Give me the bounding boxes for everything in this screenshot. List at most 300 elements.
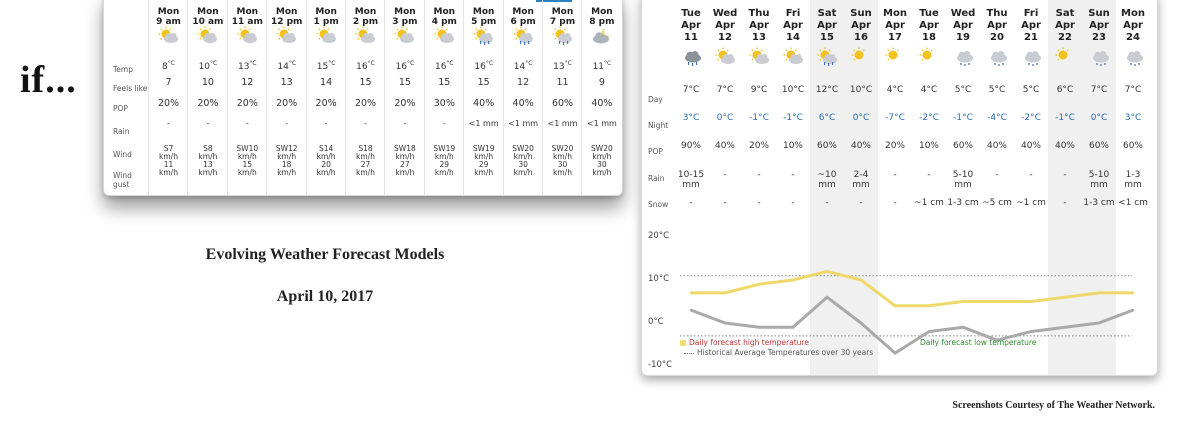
hour-pop: 40% <box>512 98 534 109</box>
day-snow: - <box>689 198 693 208</box>
hour-wind-dir: S8 <box>203 144 213 153</box>
day-month: Apr <box>783 20 803 31</box>
y-tick-label: 0°C <box>648 317 664 327</box>
day-high: 9°C <box>750 85 768 95</box>
hour-gust: 18 <box>281 160 292 169</box>
high-temperature-series <box>691 271 1133 305</box>
day-snow: - <box>757 198 761 208</box>
sun-rain-icon <box>472 26 496 46</box>
hour-wind-dir: S7 <box>163 144 174 153</box>
hour-time-label: 9 am <box>156 17 181 27</box>
day-of-week: Thu <box>748 8 770 19</box>
night-low: -2°C <box>919 113 939 123</box>
hour-day-label: Mon <box>236 7 259 17</box>
legend-hist-label: Historical Average Temperatures over 30 years <box>697 348 874 357</box>
hour-temp-value: 15 <box>316 62 329 72</box>
day-high: 10°C <box>781 85 805 95</box>
hour-gust-unit: km/h <box>592 168 612 177</box>
day-pop: 40% <box>714 141 735 151</box>
hourly-column <box>345 0 385 195</box>
high-temperature-point <box>1132 292 1134 294</box>
hourly-column <box>542 0 582 195</box>
hour-pop: 20% <box>315 98 337 109</box>
day-snow: ~1 cm <box>1016 198 1046 208</box>
hour-rain: <1 mm <box>508 119 539 128</box>
hour-temp <box>425 60 464 72</box>
hour-wind-dir: SW20 <box>512 144 534 153</box>
hour-gust: 27 <box>400 160 410 169</box>
hour-temp <box>228 60 267 72</box>
day-date: 21 <box>1024 32 1038 43</box>
hour-day-label: Mon <box>275 7 298 17</box>
hour-wind <box>543 145 582 177</box>
day-month: Apr <box>851 20 871 31</box>
hour-time-label: 3 pm <box>392 17 418 27</box>
row-label-temp: Temp <box>113 65 133 74</box>
low-temperature-point <box>690 309 692 311</box>
night-low: 3°C <box>1124 113 1142 123</box>
sun-rain-icon <box>551 26 575 46</box>
day-rain: - <box>791 170 795 180</box>
hour-gust: 27 <box>360 160 371 169</box>
day-rain: - <box>1029 170 1033 180</box>
low-temperature-point <box>1064 326 1066 328</box>
hour-rain: - <box>442 119 446 128</box>
hour-gust-unit: km/h <box>159 168 178 177</box>
sun-cloud-icon <box>393 26 417 46</box>
night-low: 0°C <box>1090 113 1108 123</box>
hour-pop: 20% <box>157 98 180 109</box>
hour-feels-like: 15 <box>438 77 451 88</box>
day-snow: 1-3 cm <box>1083 198 1115 208</box>
hour-pop: 20% <box>197 98 219 109</box>
hourly-column <box>148 0 188 195</box>
day-pop: 60% <box>1088 141 1109 151</box>
hour-wind-dir: SW12 <box>275 144 298 153</box>
sun-cloud-icon <box>157 26 181 46</box>
low-temperature-point <box>758 326 760 328</box>
day-snow: - <box>791 198 795 208</box>
day-date: 20 <box>990 32 1004 43</box>
slide-date: April 10, 2017 <box>276 288 374 305</box>
hour-time-label: 8 pm <box>589 17 615 27</box>
hour-feels-like: 15 <box>359 77 372 88</box>
row-label-night: Night <box>648 121 669 130</box>
hour-gust-unit: km/h <box>277 168 297 177</box>
hour-day-label: Mon <box>472 7 495 17</box>
legend-hist <box>684 348 873 357</box>
hourly-column <box>187 0 227 195</box>
high-temperature-point <box>826 270 828 272</box>
day-rain: 2-4 <box>853 170 869 180</box>
hour-time-label: 2 pm <box>352 17 379 27</box>
legend-hist-swatch <box>684 353 694 354</box>
hour-wind-dir: SW20 <box>591 144 613 153</box>
hour-rain: - <box>285 119 289 128</box>
day-high: 5°C <box>988 85 1006 95</box>
hour-temp-unit: °C <box>564 60 572 67</box>
night-low: -1°C <box>783 113 803 123</box>
day-rain: 10-15 <box>677 170 705 180</box>
hour-wind <box>464 145 503 177</box>
hour-temp <box>188 60 227 72</box>
hour-wind-unit: km/h <box>553 152 572 161</box>
hour-temp-unit: °C <box>210 60 218 67</box>
day-of-week: Tue <box>681 8 701 19</box>
day-pop: 40% <box>850 141 871 151</box>
low-temperature-point <box>1132 309 1134 311</box>
day-pop: 60% <box>816 141 837 151</box>
hourly-column <box>306 0 346 195</box>
day-of-week: Sun <box>1088 8 1110 19</box>
hourly-row-labels <box>104 0 148 195</box>
low-temperature-point <box>1098 322 1100 324</box>
day-date: 12 <box>718 32 732 43</box>
high-temperature-point <box>1064 296 1066 298</box>
cloud-moon-icon <box>590 26 614 46</box>
hour-temp-value: 14 <box>513 62 526 72</box>
high-temperature-point <box>758 283 760 285</box>
row-label-rain: Rain <box>648 174 665 183</box>
hourly-column <box>266 0 306 195</box>
hourly-forecast-panel <box>103 0 623 196</box>
hour-gust: 30 <box>518 160 528 169</box>
day-pop: 10% <box>918 141 939 151</box>
hour-day-label: Mon <box>551 7 574 17</box>
day-pop: 40% <box>1054 141 1075 151</box>
sun-cloud-icon <box>236 26 260 46</box>
day-rain-unit: mm <box>954 180 972 190</box>
night-low: -4°C <box>987 113 1007 123</box>
y-tick-label: 10°C <box>648 274 670 284</box>
hour-day-label: Mon <box>433 7 456 17</box>
sun-rain-icon <box>512 26 536 46</box>
day-snow: - <box>893 198 897 208</box>
day-of-week: Fri <box>1023 8 1039 19</box>
high-temperature-point <box>690 292 692 294</box>
hour-day-label: Mon <box>354 7 377 17</box>
hour-gust-unit: km/h <box>553 168 572 177</box>
row-label-snow: Snow <box>648 200 669 209</box>
day-date: 16 <box>854 32 868 43</box>
sun-cloud-icon <box>433 26 457 46</box>
row-label-gust: Wind gust <box>113 171 132 189</box>
hour-day-label: Mon <box>197 7 219 17</box>
hour-pop: 20% <box>354 98 377 109</box>
high-temperature-point <box>724 292 726 294</box>
day-of-week: Wed <box>712 8 738 19</box>
legend-low-label: Daily forecast low temperature <box>920 338 1037 347</box>
hour-temp-unit: °C <box>525 60 533 67</box>
hour-pop: 30% <box>433 98 455 109</box>
hour-wind-dir: SW19 <box>472 144 495 153</box>
hour-time-label: 1 pm <box>313 17 339 27</box>
day-high: 7°C <box>1124 85 1142 95</box>
hour-wind-dir: S18 <box>358 144 373 153</box>
day-month: Apr <box>749 20 769 31</box>
hour-temp-unit: °C <box>604 60 612 67</box>
day-high: 7°C <box>1090 85 1108 95</box>
day-high: 5°C <box>954 85 972 95</box>
hour-gust-unit: km/h <box>237 168 257 177</box>
hour-temp-unit: °C <box>407 60 415 67</box>
night-low: -1°C <box>953 113 973 123</box>
day-month: Apr <box>885 20 905 31</box>
high-temperature-point <box>792 279 794 281</box>
high-temperature-point <box>894 305 896 307</box>
day-month: Apr <box>681 20 701 31</box>
day-month: Apr <box>1021 20 1041 31</box>
hour-day-label: Mon <box>512 7 534 17</box>
hour-temp <box>346 60 385 72</box>
day-rain: - <box>893 170 897 180</box>
hour-wind-dir: SW20 <box>551 144 574 153</box>
day-date: 11 <box>684 32 698 43</box>
hour-wind-dir: SW10 <box>236 144 259 153</box>
row-label-wind: Wind <box>113 150 132 159</box>
day-month: Apr <box>953 20 973 31</box>
hour-temp-value: 13 <box>553 62 565 72</box>
night-low: -1°C <box>749 113 769 123</box>
hour-gust: 13 <box>203 160 213 169</box>
day-high: 12°C <box>815 85 839 95</box>
hour-wind <box>582 145 621 177</box>
legend-high <box>680 338 809 347</box>
hour-wind <box>267 145 306 177</box>
day-snow: - <box>859 198 863 208</box>
day-high: 5°C <box>1022 85 1040 95</box>
hour-rain: - <box>364 119 367 128</box>
day-pop: 10% <box>782 141 803 151</box>
sun-cloud-icon <box>275 26 299 46</box>
row-label-feels: Feels like <box>113 84 148 93</box>
hour-rain: - <box>206 119 210 128</box>
hour-wind <box>228 145 267 177</box>
hour-wind <box>188 145 227 177</box>
hour-temp-value: 16 <box>356 62 368 72</box>
hour-rain: <1 mm <box>586 119 617 128</box>
day-snow: 1-3 cm <box>947 198 979 208</box>
hour-temp <box>267 60 306 72</box>
hour-temp-unit: °C <box>249 60 257 67</box>
hour-temp <box>582 60 621 72</box>
hour-wind-unit: km/h <box>198 152 218 161</box>
day-high: 4°C <box>886 85 904 95</box>
hour-temp-value: 11 <box>592 62 605 72</box>
day-rain-unit: mm <box>682 180 700 190</box>
hour-day-label: Mon <box>394 7 416 17</box>
hour-pop: 20% <box>276 98 298 109</box>
day-month: Apr <box>715 20 735 31</box>
hour-rain: - <box>324 119 328 128</box>
hour-feels-like: 14 <box>320 77 333 88</box>
hour-temp <box>543 60 582 72</box>
hour-wind <box>149 145 188 177</box>
hour-wind-unit: km/h <box>356 152 375 161</box>
hour-feels-like: 15 <box>398 77 411 88</box>
courtesy-note: Screenshots Courtesy of The Weather Network. <box>952 400 1155 411</box>
hourly-column <box>581 0 621 195</box>
hour-feels-like: 12 <box>517 77 530 88</box>
day-month: Apr <box>919 20 939 31</box>
hour-time-label: 12 pm <box>270 17 303 27</box>
hour-gust: 20 <box>321 160 331 169</box>
hour-feels-like: 7 <box>165 77 172 88</box>
day-of-week: Mon <box>1121 8 1145 19</box>
hour-temp <box>149 60 188 72</box>
day-high: 4°C <box>920 85 938 95</box>
day-of-week: Fri <box>785 8 801 19</box>
hour-day-label: Mon <box>157 7 180 17</box>
hourly-column <box>503 0 543 195</box>
low-temperature-point <box>1030 330 1032 332</box>
hour-gust-unit: km/h <box>513 168 533 177</box>
hour-wind-unit: km/h <box>474 152 494 161</box>
day-of-week: Sun <box>850 8 872 19</box>
hour-time-label: 5 pm <box>471 17 497 27</box>
day-month: Apr <box>1123 20 1143 31</box>
low-temperature-point <box>860 322 862 324</box>
day-date: 17 <box>888 32 902 43</box>
low-temperature-point <box>826 296 828 298</box>
daily-forecast-panel <box>641 0 1158 376</box>
hour-temp-value: 10 <box>198 62 211 72</box>
hour-wind <box>385 145 424 177</box>
hour-gust-unit: km/h <box>198 168 218 177</box>
hour-pop: 60% <box>551 98 574 109</box>
slide-if-word: if... <box>20 59 77 101</box>
day-month: Apr <box>817 20 837 31</box>
night-low: 0°C <box>716 113 734 123</box>
high-temperature-point <box>1098 292 1100 294</box>
day-date: 13 <box>752 32 766 43</box>
day-pop: 90% <box>680 141 701 151</box>
hour-day-label: Mon <box>591 7 613 17</box>
hour-temp-unit: °C <box>485 60 494 67</box>
day-high: 6°C <box>1056 85 1074 95</box>
day-date: 14 <box>786 32 800 43</box>
hourly-column <box>384 0 424 195</box>
day-rain: - <box>1063 170 1067 180</box>
hourly-column <box>227 0 267 195</box>
day-of-week: Mon <box>883 8 907 19</box>
hour-wind-unit: km/h <box>316 152 336 161</box>
hour-temp-value: 14 <box>277 62 289 72</box>
day-rain: - <box>927 170 931 180</box>
hour-temp-value: 13 <box>237 62 250 72</box>
hour-feels-like: 15 <box>477 77 490 88</box>
hour-time-label: 11 am <box>231 17 263 27</box>
hour-temp <box>307 60 346 72</box>
hour-wind <box>307 145 346 177</box>
day-snow: - <box>1063 198 1067 208</box>
hour-gust-unit: km/h <box>395 168 415 177</box>
hour-gust-unit: km/h <box>474 168 494 177</box>
night-low: 0°C <box>852 113 870 123</box>
hour-temp <box>504 60 543 72</box>
night-low: -1°C <box>1055 113 1075 123</box>
legend-high-label: Daily forecast high temperature <box>689 338 809 347</box>
day-rain: 5-10 <box>952 170 974 180</box>
day-month: Apr <box>1055 20 1075 31</box>
hour-time-label: 7 pm <box>549 17 576 27</box>
hour-wind-unit: km/h <box>159 152 178 161</box>
high-temperature-point <box>962 300 964 302</box>
day-of-week: Wed <box>950 8 976 19</box>
slide-title: Evolving Weather Forecast Models <box>205 246 445 263</box>
hour-gust-unit: km/h <box>434 168 454 177</box>
hour-temp-unit: °C <box>288 60 297 67</box>
day-date: 23 <box>1092 32 1106 43</box>
hour-wind-dir: S14 <box>318 144 334 153</box>
low-temperature-point <box>894 352 896 354</box>
hour-feels-like: 9 <box>598 77 605 88</box>
hour-time-label: 4 pm <box>431 17 457 27</box>
hour-temp-value: 8 <box>162 62 168 72</box>
hour-wind <box>425 145 464 177</box>
day-rain: 1-3 <box>1125 170 1141 180</box>
hour-wind-unit: km/h <box>513 152 533 161</box>
hour-wind <box>504 145 543 177</box>
hour-time-label: 6 pm <box>510 17 536 27</box>
hour-pop: 20% <box>236 98 258 109</box>
day-date: 22 <box>1058 32 1072 43</box>
day-rain-unit: mm <box>1124 180 1142 190</box>
low-temperature-point <box>962 326 964 328</box>
hour-pop: 20% <box>394 98 416 109</box>
day-high: 7°C <box>682 85 700 95</box>
hour-feels-like: 13 <box>280 77 293 88</box>
hour-gust: 29 <box>439 160 450 169</box>
hour-temp-unit: °C <box>367 60 375 67</box>
day-date: 24 <box>1126 32 1140 43</box>
hour-gust: 30 <box>597 160 607 169</box>
hour-feels-like: 11 <box>556 77 569 88</box>
hour-rain: - <box>403 119 407 128</box>
day-high: 10°C <box>849 85 873 95</box>
night-low: 6°C <box>818 113 836 123</box>
hour-temp-value: 16 <box>474 62 486 72</box>
hour-temp-unit: °C <box>167 60 175 67</box>
hour-temp-unit: °C <box>446 60 454 67</box>
hour-rain: - <box>167 119 170 128</box>
hour-wind-unit: km/h <box>592 152 612 161</box>
day-rain: - <box>757 170 761 180</box>
hour-gust: 15 <box>242 160 253 169</box>
day-rain: ~10 <box>817 170 837 180</box>
day-rain: - <box>723 170 727 180</box>
hour-temp <box>385 60 424 72</box>
sun-cloud-icon <box>354 26 378 46</box>
row-label-rain: Rain <box>113 127 130 136</box>
hour-wind-dir: SW19 <box>433 144 456 153</box>
day-snow: ~1 cm <box>914 198 944 208</box>
low-temperature-point <box>792 326 794 328</box>
hour-gust-unit: km/h <box>316 168 336 177</box>
high-temperature-point <box>928 305 930 307</box>
row-label-pop: POP <box>648 147 663 156</box>
hour-temp-unit: °C <box>328 60 336 67</box>
hour-feels-like: 12 <box>241 77 254 88</box>
hourly-column <box>463 0 503 195</box>
day-rain-unit: mm <box>818 180 836 190</box>
hour-temp-value: 16 <box>395 62 408 72</box>
day-snow: - <box>723 198 727 208</box>
low-temperature-point <box>928 330 930 332</box>
day-snow: <1 cm <box>1118 198 1148 208</box>
day-of-week: Thu <box>986 8 1008 19</box>
hour-feels-like: 10 <box>201 77 214 88</box>
